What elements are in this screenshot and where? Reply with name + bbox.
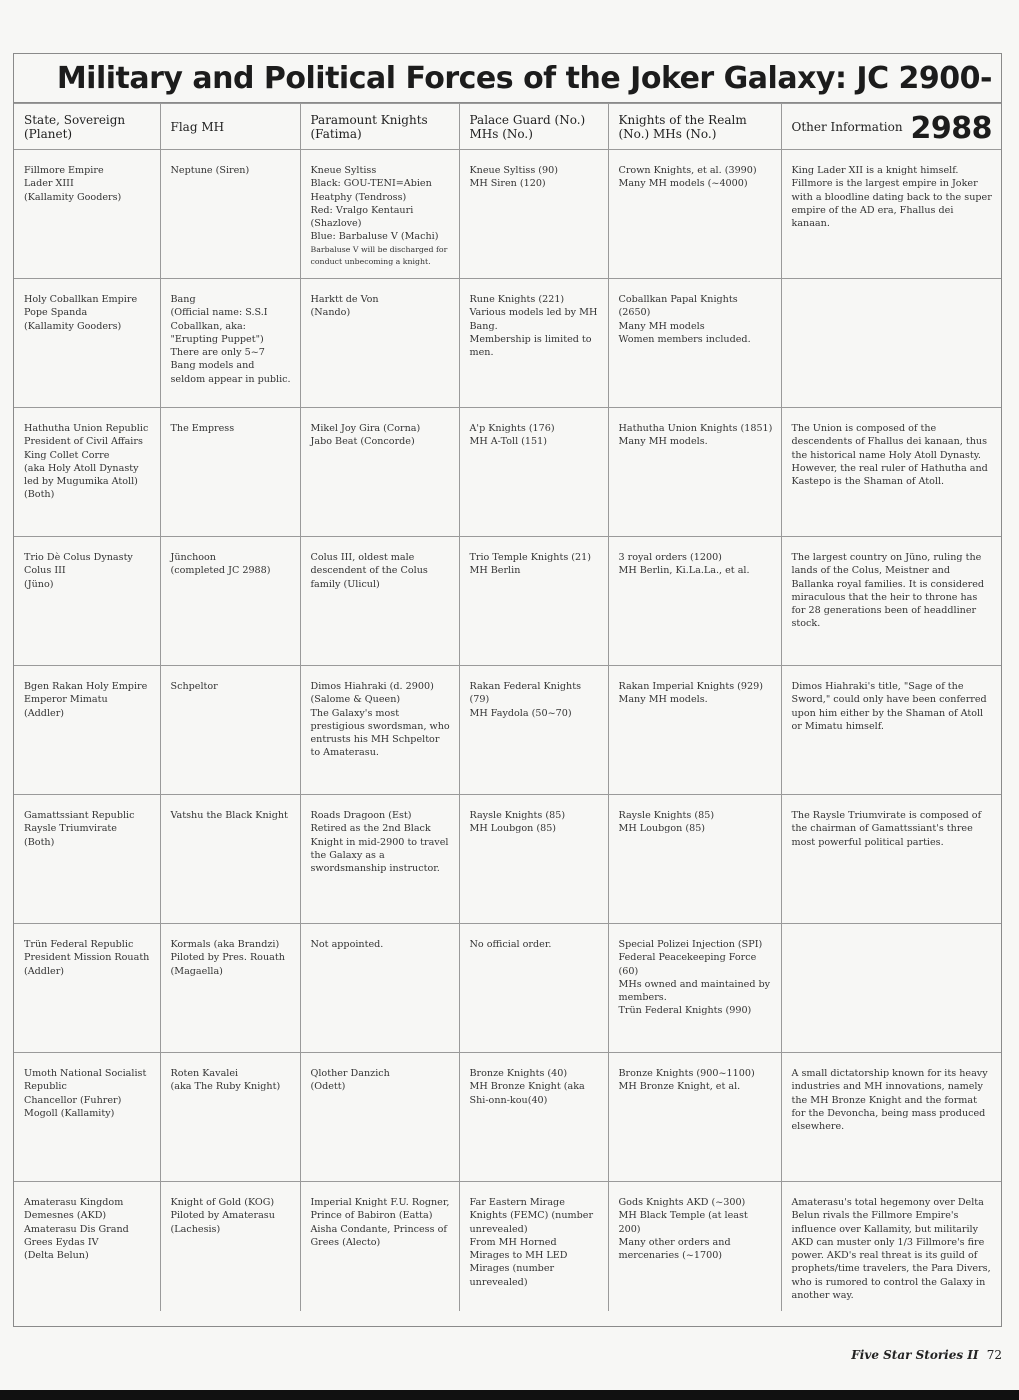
cell-line: Roads Dragoon (Est): [310, 810, 412, 821]
scan-edge: [0, 1390, 1019, 1400]
cell-text: Dimos Hiahraki's title, "Sage of the Sword," could only have been conferred upon him either by the Shaman of Atoll or Mimatu himself.: [791, 681, 987, 732]
cell-line: Fillmore Empire: [24, 165, 104, 176]
cell-line: Jabo Beat (Concorde): [310, 436, 415, 448]
cell-line: MH Siren (120): [469, 178, 546, 190]
cell-line: Kneue Syltiss (90): [469, 165, 559, 176]
cell-line: (Nando): [310, 307, 351, 319]
cell-line: Trün Federal Knights (990): [618, 1005, 752, 1017]
cell-realm: [608, 150, 781, 279]
cell-line: Neptune (Siren): [170, 165, 250, 176]
cell-text: The Raysle Triumvirate is composed of the chairman of Gamattssiant's three most powerful political parties.: [791, 810, 982, 848]
cell-line: Grees Eydas IV: [24, 1236, 99, 1248]
cell-line: Imperial Knight F.U. Rogner, Prince of Babiron (Eatta): [310, 1197, 450, 1222]
cell-guard: [459, 666, 608, 795]
table-row: [14, 1053, 1001, 1182]
cell-line: MH A-Toll (151): [469, 436, 547, 448]
cell-line: (Jüno): [24, 578, 54, 590]
cell-line: (Both): [24, 489, 55, 501]
cell-line: (Odett): [310, 1081, 346, 1093]
table-frame: [13, 53, 1002, 1327]
cell-state: [14, 795, 160, 924]
cell-line: Gamattssiant Republic: [24, 810, 135, 821]
cell-line: Jünchoon: [170, 552, 216, 563]
cell-line: MH Black Temple (at least 200): [618, 1210, 748, 1235]
cell-line: (aka Holy Atoll Dynasty led by Mugumika Atoll): [24, 462, 139, 488]
page-number: 72: [986, 1348, 1002, 1362]
table-row: [14, 924, 1001, 1053]
cell-line: Pope Spanda: [24, 307, 88, 319]
cell-paramount: [300, 279, 459, 408]
cell-line: Federal Peacekeeping Force (60): [618, 952, 757, 977]
table-row: [14, 408, 1001, 537]
cell-line: MHs owned and maintained by members.: [618, 978, 771, 1004]
cell-line: (Addler): [24, 965, 65, 977]
cell-line: Aisha Condante, Princess of Grees (Alecto): [310, 1223, 447, 1248]
cell-flag: [160, 924, 300, 1053]
cell-line: Many other orders and mercenaries (~1700): [618, 1236, 731, 1262]
cell-line: Membership is limited to men.: [469, 333, 592, 359]
cell-line: Colus III: [24, 565, 66, 577]
cell-state: [14, 408, 160, 537]
cell-line: (Official name: S.S.I Coballkan, aka: "Erupting Puppet"): [170, 307, 268, 345]
cell-line: President of Civil Affairs: [24, 436, 143, 448]
cell-state: [14, 924, 160, 1053]
cell-realm: [608, 408, 781, 537]
cell-line: Raysle Knights (85): [469, 810, 566, 821]
cell-line: Amaterasu Dis Grand: [24, 1223, 129, 1235]
cell-paramount: [300, 150, 459, 279]
cell-realm: [608, 537, 781, 666]
cell-line: Roten Kavalei: [170, 1068, 239, 1079]
cell-line: Many MH models.: [618, 694, 708, 706]
book-title: Five Star Stories II: [851, 1348, 979, 1362]
cell-line: Piloted by Pres. Rouath: [170, 952, 285, 964]
cell-text: A small dictatorship known for its heavy industries and MH innovations, namely the MH Bronze Knight and the format for the Devoncha, being mass produced elsewhere.: [791, 1068, 988, 1133]
cell-state: [14, 666, 160, 795]
cell-guard: [459, 1182, 608, 1311]
table-row: [14, 795, 1001, 924]
cell-state: [14, 1182, 160, 1311]
cell-line: Piloted by Amaterasu: [170, 1210, 275, 1222]
cell-line: MH Loubgon (85): [618, 823, 706, 835]
cell-paramount: [300, 1053, 459, 1182]
cell-line: Many MH models (~4000): [618, 178, 748, 190]
cell-realm: [608, 666, 781, 795]
cell-flag: [160, 408, 300, 537]
cell-guard: [459, 924, 608, 1053]
cell-line: Rakan Federal Knights (79): [469, 681, 581, 706]
table-row: [14, 279, 1001, 408]
cell-line: Red: Vralgo Kentauri (Shazlove): [310, 204, 414, 230]
cell-line: Various models led by MH Bang.: [469, 307, 598, 332]
cell-line: Hathutha Union Republic: [24, 423, 149, 434]
cell-state: [14, 150, 160, 279]
cell-line: Demesnes (AKD): [24, 1210, 107, 1222]
cell-guard: [459, 150, 608, 279]
cell-line: Emperor Mimatu: [24, 694, 108, 706]
cell-line: Black: GOU-TENI=Abien Heatphy (Tendross): [310, 178, 432, 203]
cell-realm: [608, 279, 781, 408]
cell-line: King Collet Corre: [24, 449, 110, 461]
cell-line: Umoth National Socialist Republic: [24, 1068, 147, 1093]
cell-line: The Empress: [170, 423, 235, 434]
cell-line: Lader XIII: [24, 178, 74, 190]
cell-line: Mikel Joy Gira (Corna): [310, 423, 421, 434]
cell-line: Gods Knights AKD (~300): [618, 1197, 746, 1208]
cell-line: Vatshu the Black Knight: [170, 810, 288, 821]
cell-paramount: [300, 1182, 459, 1311]
cell-flag: [160, 537, 300, 666]
cell-line: Many MH models.: [618, 436, 708, 448]
cell-line: (Addler): [24, 707, 65, 719]
cell-line: (Both): [24, 836, 55, 848]
cell-line: A'p Knights (176): [469, 423, 555, 434]
cell-line: (Salome & Queen): [310, 694, 401, 706]
cell-line: (Kallamity Gooders): [24, 191, 122, 203]
cell-line: Rune Knights (221): [469, 294, 565, 305]
cell-guard: [459, 408, 608, 537]
cell-paramount: [300, 537, 459, 666]
cell-other: [781, 537, 1001, 666]
cell-line: 3 royal orders (1200): [618, 552, 722, 563]
cell-line: Raysle Triumvirate: [24, 823, 117, 835]
cell-other: [781, 408, 1001, 537]
cell-flag: [160, 1182, 300, 1311]
cell-other: [781, 150, 1001, 279]
cell-line: Women members included.: [618, 333, 751, 345]
header-paramount: Paramount Knights (Fatima): [300, 104, 459, 150]
cell-line: (Kallamity Gooders): [24, 320, 122, 332]
cell-line: From MH Horned Mirages to MH LED Mirages (number unrevealed): [469, 1236, 568, 1288]
cell-realm: [608, 795, 781, 924]
cell-guard: [459, 795, 608, 924]
cell-line: MH Bronze Knight (aka Shi-onn-kou(40): [469, 1081, 585, 1106]
cell-line: Not appointed.: [310, 939, 384, 950]
cell-line: (aka The Ruby Knight): [170, 1081, 281, 1093]
cell-state: [14, 279, 160, 408]
cell-text: The largest country on Jüno, ruling the lands of the Colus, Meistner and Ballanka royal families. It is considered miraculous that the heir to throne has for 28 generations been of headdliner stock.: [791, 552, 985, 630]
cell-line: There are only 5~7 Bang models and seldom appear in public.: [170, 347, 291, 385]
cell-line: Bronze Knights (900~1100): [618, 1068, 755, 1079]
cell-line: Raysle Knights (85): [618, 810, 715, 821]
cell-other: [781, 1182, 1001, 1311]
cell-line: Crown Knights, et al. (3990): [618, 165, 757, 176]
cell-line: MH Loubgon (85): [469, 823, 557, 835]
cell-line: MH Berlin, Ki.La.La., et al.: [618, 565, 750, 577]
cell-line: Bronze Knights (40): [469, 1068, 568, 1079]
cell-text: Amaterasu's total hegemony over Delta Belun rivals the Fillmore Empire's influence over Kallamity, but militarily AKD can muster only 1/3 Fillmore's fire power. AKD's real threat is its guild of prophets/time travelers, the Para Divers, who is rumored to control the Galaxy in another way.: [791, 1197, 991, 1302]
cell-line: Mogoll (Kallamity): [24, 1107, 115, 1119]
table-row: [14, 150, 1001, 279]
cell-flag: [160, 666, 300, 795]
cell-other: [781, 924, 1001, 1053]
cell-line: Harktt de Von: [310, 294, 379, 305]
cell-line: The Galaxy's most prestigious swordsman, who entrusts his MH Schpeltor to Amaterasu.: [310, 707, 450, 759]
cell-line: (completed JC 2988): [170, 565, 271, 577]
cell-line: MH Bronze Knight, et al.: [618, 1081, 741, 1093]
cell-line: (Magaella): [170, 965, 223, 977]
cell-line: Amaterasu Kingdom: [24, 1197, 124, 1208]
cell-realm: [608, 1182, 781, 1311]
table-body: [14, 150, 1001, 1311]
header-state: State, Sovereign (Planet): [14, 104, 160, 150]
cell-line: Colus III, oldest male descendent of the Colus family (Ulicul): [310, 552, 428, 590]
cell-guard: [459, 1053, 608, 1182]
cell-text: The Union is composed of the descendents of Fhallus dei kanaan, thus the historical name Holy Atoll Dynasty. However, the real ruler of Hathutha and Kastepo is the Shaman of Atoll.: [791, 423, 988, 488]
cell-text: King Lader XII is a knight himself. Fillmore is the largest empire in Joker with a bloodline dating back to the super empire of the AD era, Fhallus dei kanaan.: [791, 165, 992, 230]
cell-line: Many MH models: [618, 320, 705, 332]
cell-other: [781, 1053, 1001, 1182]
cell-state: [14, 1053, 160, 1182]
cell-line: Qlother Danzich: [310, 1068, 390, 1079]
cell-line: Holy Coballkan Empire: [24, 294, 138, 305]
cell-other: [781, 795, 1001, 924]
cell-line: Kneue Syltiss: [310, 165, 377, 176]
cell-guard: [459, 537, 608, 666]
page-footer: [851, 1348, 1002, 1362]
cell-other: [781, 279, 1001, 408]
cell-line: Knight of Gold (KOG): [170, 1197, 275, 1208]
cell-line: Trio Dè Colus Dynasty: [24, 552, 133, 563]
cell-line: Kormals (aka Brandzi): [170, 939, 280, 950]
cell-note: Barbaluse V will be discharged for conduct unbecoming a knight.: [310, 244, 448, 266]
cell-line: Rakan Imperial Knights (929): [618, 681, 763, 692]
cell-paramount: [300, 666, 459, 795]
cell-line: (Lachesis): [170, 1223, 221, 1235]
cell-line: Dimos Hiahraki (d. 2900): [310, 681, 434, 692]
header-other: Other Information: [781, 104, 1001, 150]
forces-table: [14, 103, 1001, 1311]
cell-line: Retired as the 2nd Black Knight in mid-2900 to travel the Galaxy as a swordsmanship instructor.: [310, 823, 449, 875]
cell-line: Special Polizei Injection (SPI): [618, 939, 763, 950]
header-guard: Palace Guard (No.) MHs (No.): [459, 104, 608, 150]
cell-other: [781, 666, 1001, 795]
cell-flag: [160, 150, 300, 279]
header-realm: Knights of the Realm (No.) MHs (No.): [608, 104, 781, 150]
table-row: [14, 1182, 1001, 1311]
cell-state: [14, 537, 160, 666]
cell-line: Far Eastern Mirage Knights (FEMC) (number unrevealed): [469, 1197, 594, 1235]
cell-line: No official order.: [469, 939, 552, 950]
cell-line: (Delta Belun): [24, 1250, 89, 1262]
cell-line: Schpeltor: [170, 681, 218, 692]
cell-realm: [608, 1053, 781, 1182]
cell-line: Trio Temple Knights (21): [469, 552, 592, 563]
cell-flag: [160, 279, 300, 408]
table-row: [14, 666, 1001, 795]
cell-line: Coballkan Papal Knights (2650): [618, 294, 738, 319]
cell-line: Trün Federal Republic: [24, 939, 134, 950]
cell-paramount: [300, 408, 459, 537]
cell-line: Hathutha Union Knights (1851): [618, 423, 773, 434]
cell-line: Blue: Barbaluse V (Machi): [310, 231, 439, 243]
cell-line: President Mission Rouath: [24, 952, 150, 964]
cell-paramount: [300, 795, 459, 924]
header-flag: Flag MH: [160, 104, 300, 150]
cell-guard: [459, 279, 608, 408]
cell-line: Bang: [170, 294, 196, 305]
cell-line: MH Faydola (50~70): [469, 707, 572, 719]
cell-line: Chancellor (Fuhrer): [24, 1094, 122, 1106]
cell-line: MH Berlin: [469, 565, 521, 577]
page-title: Military and Political Forces of the Joker Galaxy: JC 2900-2988: [56, 61, 992, 146]
cell-realm: [608, 924, 781, 1053]
table-row: [14, 537, 1001, 666]
cell-flag: [160, 1053, 300, 1182]
cell-line: Bgen Rakan Holy Empire: [24, 681, 148, 692]
cell-paramount: [300, 924, 459, 1053]
cell-flag: [160, 795, 300, 924]
